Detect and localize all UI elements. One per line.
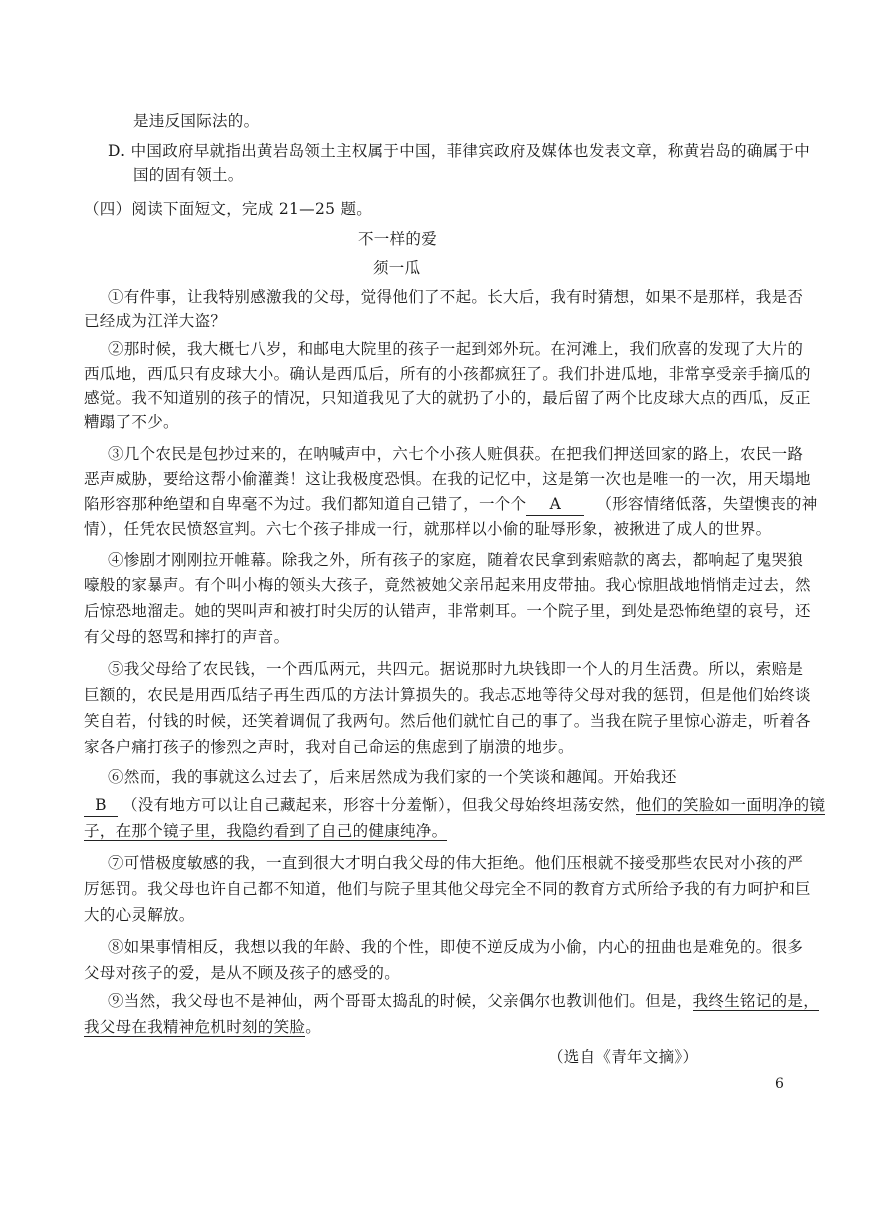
article-title: 不一样的爱 <box>358 230 438 248</box>
paragraph-5-line-3: 笑自若，付钱的时候，还笑着调侃了我两句。然后他们就忙自己的事了。当我在院子里惊心游走，听着各 <box>84 712 811 730</box>
paragraph-9-line-2 <box>84 1016 321 1038</box>
paragraph-2-line-2: 西瓜地，西瓜只有皮球大小。确认是西瓜后，所有的小孩都疯狂了。我们扑进瓜地，非常享受亲手摘瓜的 <box>84 365 811 383</box>
paragraph-3-line-1: ③几个农民是包抄过来的，在呐喊声中，六七个小孩人赃俱获。在把我们押送回家的路上，农民一路 <box>108 445 804 463</box>
blank-a-hint: （形容情绪低落，失望懊丧的神 <box>596 495 818 513</box>
paragraph-2-line-4: 糟蹋了不少。 <box>84 413 179 431</box>
paragraph-4-line-3: 后惊恐地溜走。她的哭叫声和被打时尖厉的认错声，非常刺耳。一个院子里，到处是恐怖绝望的哀号，还 <box>84 602 811 620</box>
underlined-mirror-sentence: 他们的笑脸如一面明净的镜 <box>635 796 826 814</box>
paragraph-9-end: 。 <box>305 1018 322 1036</box>
underlined-smile-sentence: 我父母在我精神危机时刻的笑脸 <box>84 1018 306 1036</box>
paragraph-7-line-2: 厉惩罚。我父母也许自己都不知道，他们与院子里其他父母完全不同的教育方式所给予我的有力呵护和巨 <box>84 880 811 898</box>
section-heading: （四）阅读下面短文，完成 21—25 题。 <box>84 200 373 218</box>
paragraph-2-line-1: ②那时候，我大概七八岁，和邮电大院里的孩子一起到郊外玩。在河滩上，我们欣喜的发现了大片的 <box>108 340 804 358</box>
option-c-tail: 是违反国际法的。 <box>133 112 260 130</box>
paragraph-8-line-2: 父母对孩子的爱，是从不顾及孩子的感受的。 <box>84 964 401 982</box>
blank-b: B <box>84 794 118 817</box>
article-author: 须一瓜 <box>373 259 421 277</box>
underlined-mirror-sentence-end: 子，在那个镜子里，我隐约看到了自己的健康纯净。 <box>84 822 448 840</box>
blank-a: A <box>526 493 584 516</box>
paragraph-3-line-3 <box>84 493 818 516</box>
paragraph-1-line-1: ①有件事，让我特别感激我的父母，觉得他们了不起。长大后，我有时猜想，如果不是那样，我是否 <box>108 288 804 306</box>
paragraph-3-line-3-text: 陷形容那种绝望和自卑毫不为过。我们都知道自己错了，一个个 <box>84 495 527 513</box>
paragraph-5-line-4: 家各户痛打孩子的惨烈之声时，我对自己命运的焦虑到了崩溃的地步。 <box>84 738 574 756</box>
paragraph-3-line-4: 情），任凭农民愤怒宣判。六七个孩子排成一行，就那样以小偷的耻辱形象，被揪进了成人的世界。 <box>84 520 772 538</box>
option-d-line1: D. 中国政府早就指出黄岩岛领土主权属于中国，菲律宾政府及媒体也发表文章，称黄岩岛的确属于中 <box>108 142 811 160</box>
paragraph-3-line-2: 恶声威胁，要给这帮小偷灌粪！这让我极度恐惧。在我的记忆中，这是第一次也是唯一的一次，用天塌地 <box>84 470 811 488</box>
paragraph-8-line-1: ⑧如果事情相反，我想以我的年龄、我的个性，即使不逆反成为小偷，内心的扭曲也是难免的。很多 <box>108 938 804 956</box>
paragraph-7-line-1: ⑦可惜极度敏感的我，一直到很大才明白我父母的伟大拒绝。他们压根就不接受那些农民对小孩的严 <box>108 854 804 872</box>
paragraph-6-line-3 <box>84 820 447 842</box>
paragraph-1-line-2: 已经成为江洋大盗？ <box>84 312 227 330</box>
article-source: （选自《青年文摘》） <box>548 1048 699 1066</box>
paragraph-4-line-4: 有父母的怒骂和摔打的声音。 <box>84 628 290 646</box>
page-number: 6 <box>775 1076 784 1092</box>
paragraph-7-line-3: 大的心灵解放。 <box>84 906 195 924</box>
paragraph-6-line-2 <box>84 794 825 817</box>
paragraph-4-line-2: 嚎般的家暴声。有个叫小梅的领头大孩子，竟然被她父亲吊起来用皮带抽。我心惊胆战地悄悄走过去，然 <box>84 576 811 594</box>
paragraph-4-line-1: ④惨剧才刚刚拉开帷幕。除我之外，所有孩子的家庭，随着农民拿到索赔款的离去，都响起了鬼哭狼 <box>108 551 804 569</box>
blank-b-hint: （没有地方可以让自己藏起来，形容十分羞惭），但我父母始终坦荡安然， <box>122 796 636 814</box>
paragraph-6-line-1: ⑥然而，我的事就这么过去了，后来居然成为我们家的一个笑谈和趣闻。开始我还 <box>108 768 677 786</box>
paragraph-9-text: ⑨当然，我父母也不是神仙，两个哥哥太捣乱的时候，父亲偶尔也教训他们。但是， <box>108 992 693 1010</box>
paragraph-5-line-1: ⑤我父母给了农民钱，一个西瓜两元，共四元。据说那时九块钱即一个人的月生活费。所以，索赔是 <box>108 660 804 678</box>
option-d-line2: 国的固有领土。 <box>133 166 244 184</box>
paragraph-9-line-1 <box>108 990 819 1012</box>
paragraph-5-line-2: 巨额的，农民是用西瓜结子再生西瓜的方法计算损失的。我忐忑地等待父母对我的惩罚，但是他们始终谈 <box>84 686 811 704</box>
underlined-remember-sentence: 我终生铭记的是， <box>692 992 820 1010</box>
paragraph-2-line-3: 感觉。我不知道别的孩子的情况，只知道我见了大的就扔了小的，最后留了两个比皮球大点的西瓜，反正 <box>84 389 811 407</box>
